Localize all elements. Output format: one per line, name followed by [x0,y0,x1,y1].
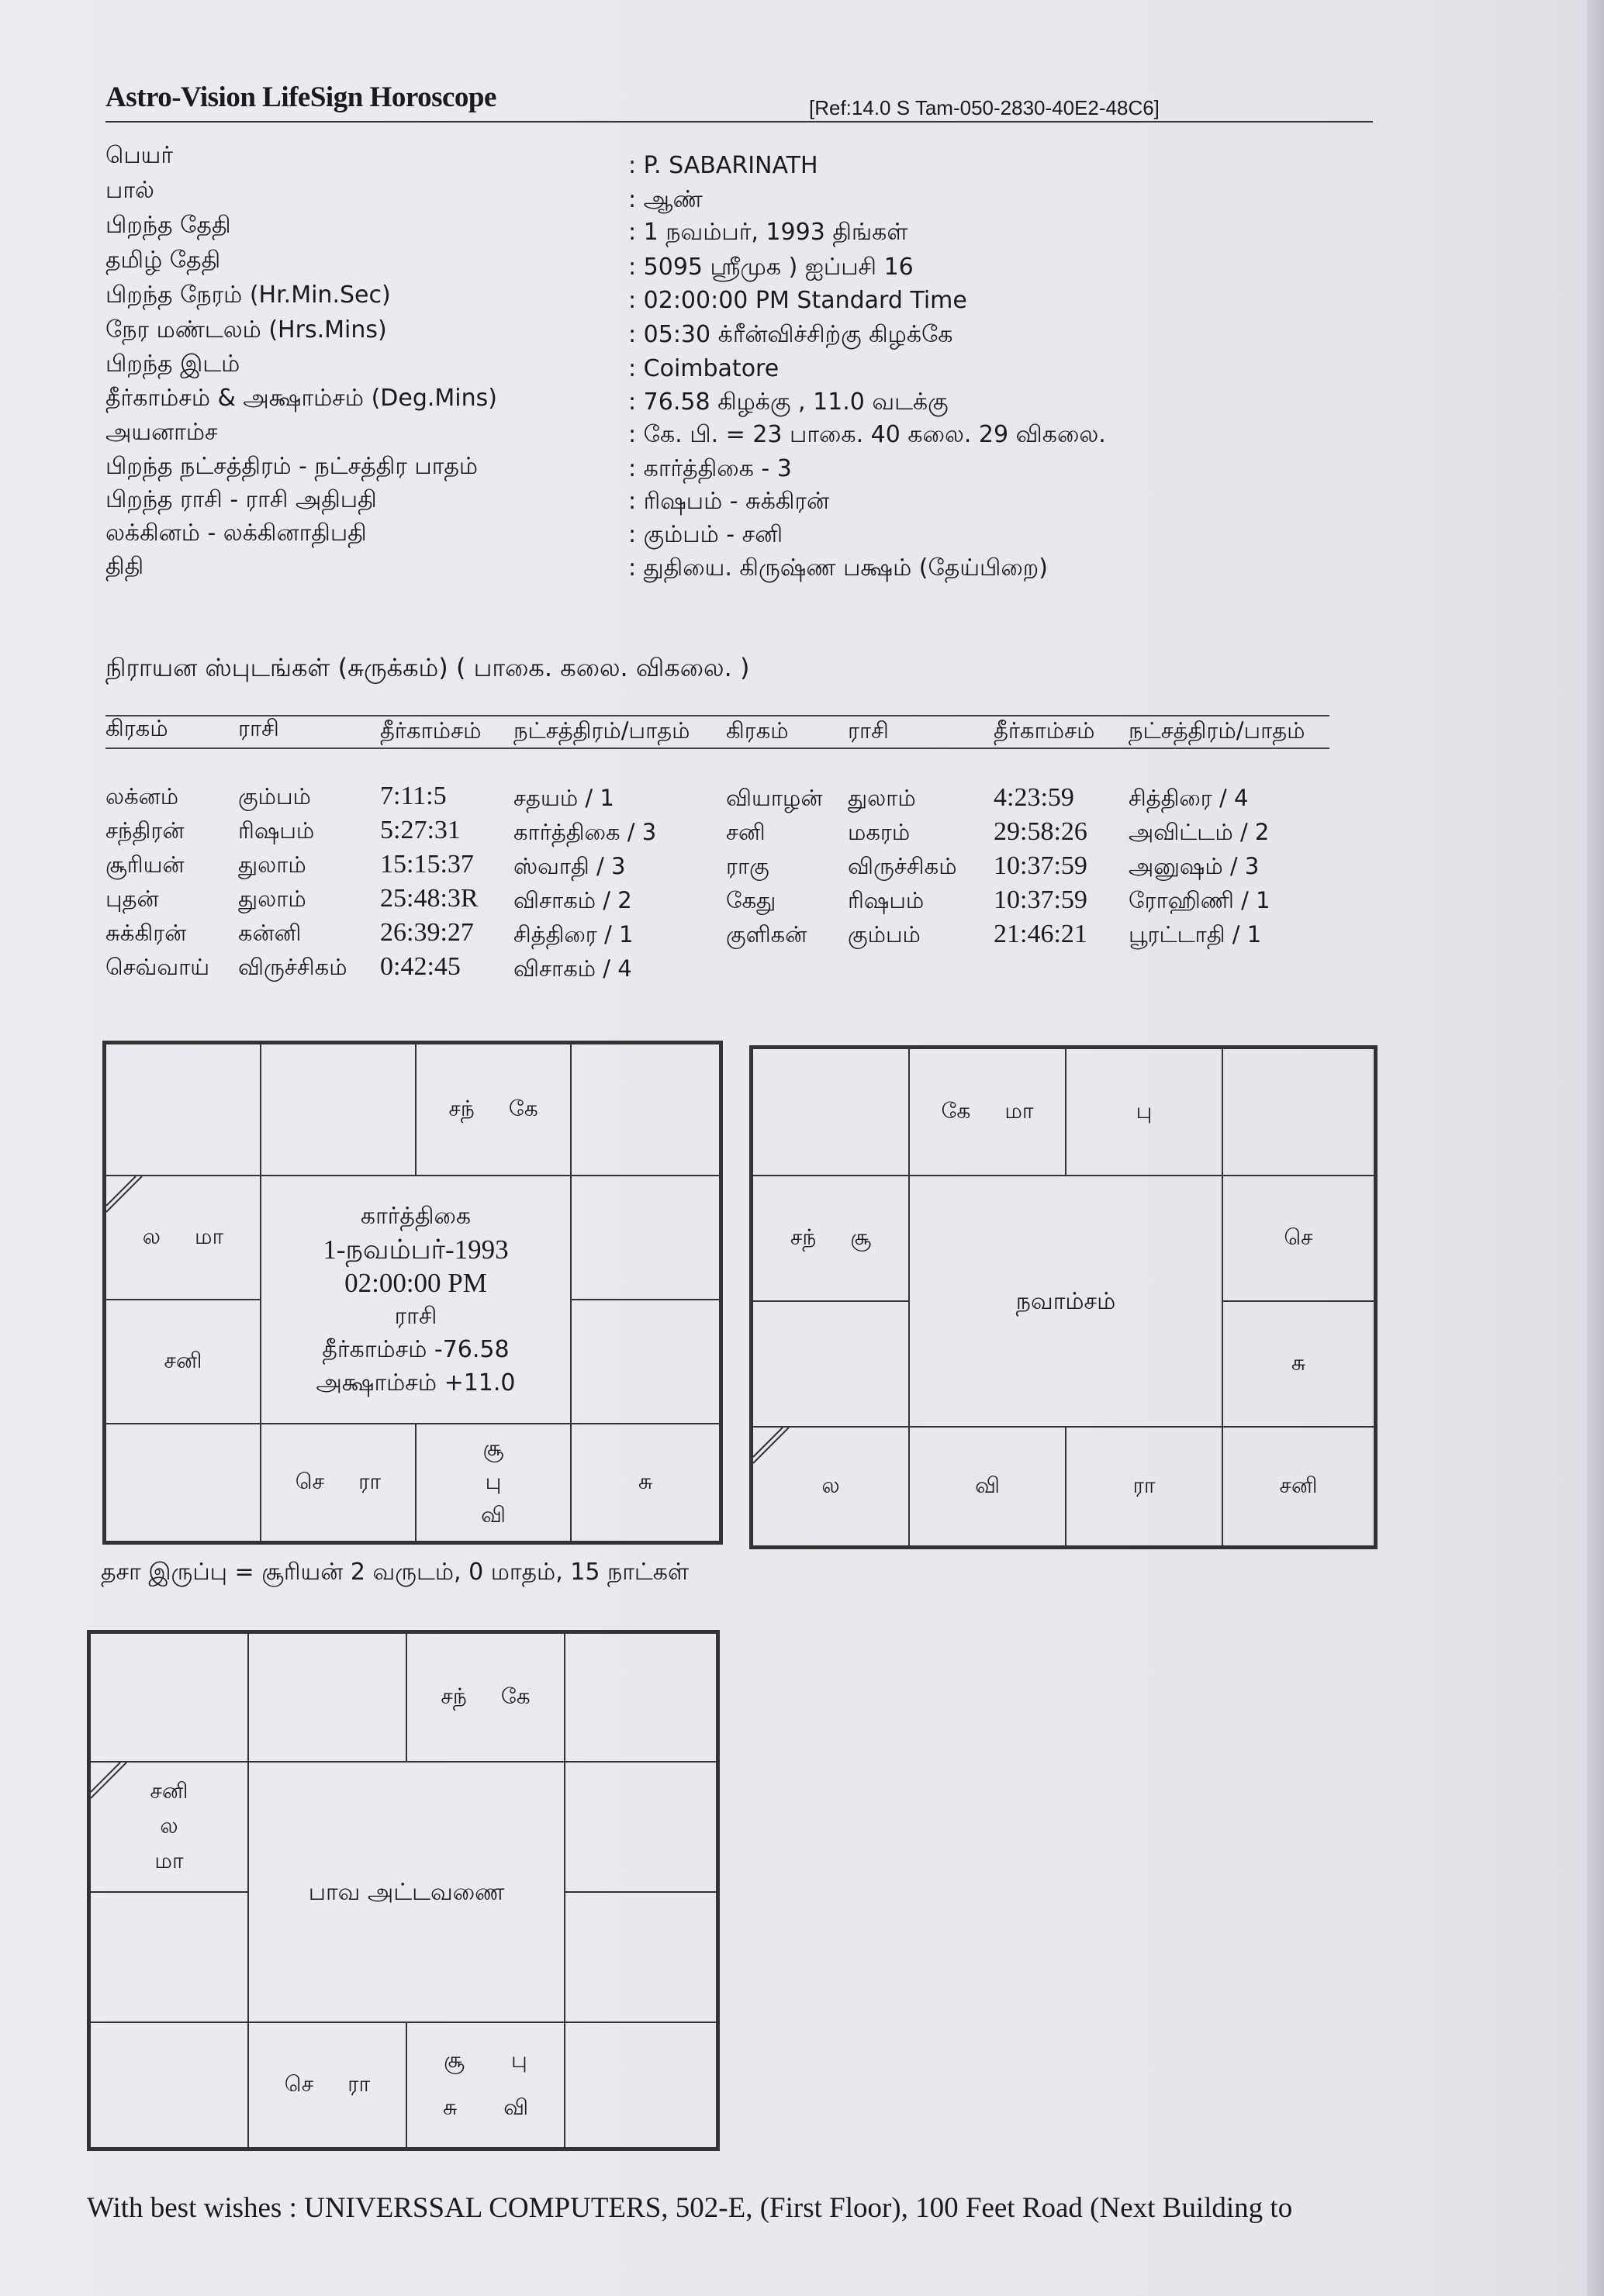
planet-label: பு [510,2047,527,2073]
table-cell: 0:42:45 [380,952,461,981]
planet-label: சந் [448,1095,475,1121]
chart-cell-7 [752,1300,910,1428]
info-label: பிறந்த நேரம் (Hr.Min.Sec) [105,281,391,309]
chart-cell-8 [570,1299,721,1424]
planet-label: மா [1004,1097,1034,1124]
table-cell: 29:58:26 [994,817,1087,846]
info-label: தீர்காம்சம் & அக்ஷாம்சம் (Deg.Mins) [105,385,497,412]
info-label: திதி [105,553,144,580]
planet-label: சனி [164,1347,202,1373]
chart-cell-8 [564,1891,717,2023]
planet-label: கே [500,1683,531,1709]
table-top-rule [105,715,1329,716]
rasi-center-panel [260,1175,572,1424]
lagna-marker-icon [89,1761,136,1807]
info-label: பெயர் [105,142,174,169]
table-cell: அவிட்டம் / 2 [1129,819,1270,845]
lagna-marker-icon [105,1175,151,1221]
planet-label: சூ [482,1435,504,1461]
table-cell: லக்னம் [105,783,179,810]
reference-code: [Ref:14.0 S Tam-050-2830-40E2-48C6] [809,96,1160,119]
table-cell: 7:11:5 [380,782,447,810]
planet-label: சந் [441,1683,467,1709]
table-cell: கும்பம் [238,783,311,810]
table-cell: 25:48:3R [380,884,479,913]
info-value: : துதியை. கிருஷ்ண பக்ஷம் (தேய்பிறை) [628,554,1048,582]
info-label: பிறந்த இடம் [105,350,240,378]
planet-label: மா [154,1847,184,1873]
chart-cell-14 [1222,1426,1375,1547]
planet-label: சந் [790,1224,817,1250]
info-value: : 76.58 கிழக்கு , 11.0 வடக்கு [628,388,949,416]
info-label: லக்கினம் - லக்கினாதிபதி [105,520,367,547]
table-cell: குளிகன் [726,921,807,948]
table-cell: 26:39:27 [380,918,474,947]
planet-table-title: நிராயன ஸ்புடங்கள் (சுருக்கம்) ( பாகை. கலை. விகலை. ) [105,653,750,682]
navamsa-chart [749,1045,1378,1549]
table-cell: 15:15:37 [380,850,474,879]
info-label: பிறந்த ராசி - ராசி அதிபதி [105,486,377,513]
table-cell: புதன் [105,886,159,912]
info-value: : 02:00:00 PM Standard Time [628,287,967,314]
info-value: : கும்பம் - சனி [628,521,783,548]
table-cell: சித்திரை / 4 [1129,785,1249,811]
page-edge [1587,0,1604,2296]
center-date: 1-நவம்பர்-1993 [323,1234,509,1265]
table-cell: 21:46:21 [994,920,1087,948]
table-cell: சுக்கிரன் [105,920,187,946]
info-label: அயனாம்ச [105,419,218,446]
info-value: : ரிஷபம் - சுக்கிரன் [628,488,830,515]
chart-cell-6 [570,1175,721,1300]
table-cell: பூரட்டாதி / 1 [1129,921,1262,948]
chart-cell-13 [406,2022,565,2149]
planet-label: வி [975,1472,1000,1498]
chart-cell-6 [564,1761,717,1893]
planet-label: செ [1284,1224,1313,1250]
chart-cell-11 [89,2022,249,2149]
planet-label: ரா [1132,1472,1156,1498]
table-cell: ஸ்வாதி / 3 [513,853,626,879]
table-cell: ரோஹிணி / 1 [1129,887,1270,913]
chart-cell-3 [1065,1048,1223,1176]
info-label: பால் [105,177,154,204]
table-cell: சந்திரன் [105,817,185,844]
chart-cell-12 [908,1426,1066,1547]
rasi-chart [102,1041,723,1545]
bhava-center-panel [247,1761,565,2023]
info-label: பிறந்த நட்சத்திரம் - நட்சத்திர பாதம் [105,453,479,480]
chart-cell-2 [260,1043,417,1176]
planet-label: ரா [358,1468,382,1494]
table-cell: துலாம் [238,886,306,912]
header-divider [105,121,1373,123]
chart-cell-2 [908,1048,1066,1176]
center-latitude: அக்ஷாம்சம் +11.0 [316,1369,516,1397]
planet-label: ல [160,1812,178,1839]
planet-label: ல [821,1472,840,1498]
chart-cell-6 [1222,1175,1375,1302]
center-chart-name: நவாம்சம் [1015,1287,1116,1315]
chart-cell-5 [752,1175,910,1302]
table-cell: மகரம் [848,819,911,845]
chart-cell-12 [247,2022,407,2149]
column-header: ராசி [848,717,889,744]
planet-label: கே [508,1095,538,1121]
center-longitude: தீர்காம்சம் -76.58 [322,1336,510,1363]
table-cell: 4:23:59 [994,783,1074,812]
column-header: கிரகம் [105,715,168,741]
table-cell: விசாகம் / 2 [513,887,632,913]
table-cell: சதயம் / 1 [513,785,614,811]
table-cell: அனுஷம் / 3 [1129,853,1260,879]
chart-cell-13 [1065,1426,1223,1547]
table-cell: விருச்சிகம் [848,853,957,879]
table-cell: 10:37:59 [994,851,1087,880]
table-cell: கன்னி [238,920,302,946]
footer-note: With best wishes : UNIVERSSAL COMPUTERS, 502-E, (First Floor), 100 Feet Road (Next Building to [87,2192,1293,2224]
info-value: : 5095 ஸ்ரீமுக ) ஐப்பசி 16 [628,254,914,281]
chart-cell-4 [564,1632,717,1763]
center-chart-name: பாவ அட்டவணை [308,1878,505,1906]
center-time: 02:00:00 PM [344,1268,487,1298]
chart-cell-1 [89,1632,249,1763]
table-cell: 5:27:31 [380,816,461,844]
center-star: கார்த்திகை [360,1203,472,1230]
planet-label: சூ [850,1224,872,1250]
planet-label: செ [295,1468,325,1494]
chart-cell-13 [415,1423,572,1542]
info-value: : கே. பி. = 23 பாகை. 40 கலை. 29 விகலை. [628,421,1106,448]
center-chart-name: ராசி [394,1303,437,1330]
planet-label: பு [485,1468,502,1494]
planet-label: மா [195,1223,224,1249]
chart-cell-12 [260,1423,417,1542]
chart-cell-4 [1222,1048,1375,1176]
planet-label: ரா [347,2070,371,2097]
planet-label: செ [284,2070,314,2097]
info-value: : ஆண் [628,186,703,213]
planet-label: ல [142,1223,161,1249]
chart-cell-3 [415,1043,572,1176]
planet-label: வி [481,1501,506,1528]
lagna-marker-icon [752,1426,798,1473]
chart-cell-9 [105,1299,261,1424]
table-cell: ரிஷபம் [848,887,925,913]
chart-cell-3 [406,1632,565,1763]
table-cell: சனி [726,819,766,845]
chart-cell-7 [89,1891,249,2023]
info-value: : 1 நவம்பர், 1993 திங்கள் [628,219,908,246]
column-header: தீர்காம்சம் [380,717,482,744]
info-value: : 05:30 க்ரீன்விச்சிற்கு கிழக்கே [628,321,953,348]
dasa-balance: தசா இருப்பு = சூரியன் 2 வருடம், 0 மாதம், 15 நாட்கள் [101,1559,690,1586]
table-cell: வியாழன் [726,785,823,811]
table-cell: ராகு [726,853,769,879]
chart-cell-11 [105,1423,261,1542]
planet-label: பு [1136,1097,1153,1124]
chart-cell-1 [105,1043,261,1176]
table-cell: ரிஷபம் [238,817,315,844]
chart-cell-1 [752,1048,910,1176]
table-cell: சித்திரை / 1 [513,921,634,948]
info-label: தமிழ் தேதி [105,247,221,274]
table-cell: விசாகம் / 4 [513,955,632,982]
planet-label: சனி [1279,1472,1318,1498]
table-cell: கேது [726,887,776,913]
chart-cell-8 [1222,1300,1375,1428]
column-header: கிரகம் [726,717,789,744]
info-label: பிறந்த தேதி [105,212,231,239]
info-value: : கார்த்திகை - 3 [628,455,792,482]
table-cell: துலாம் [238,851,306,878]
table-cell: விருச்சிகம் [238,954,347,980]
planet-label: சு [442,2094,458,2120]
navamsa-center-panel [908,1175,1223,1428]
table-cell: கார்த்திகை / 3 [513,819,657,845]
info-value: : Coimbatore [628,355,780,382]
table-cell: 10:37:59 [994,886,1087,914]
table-header-rule [105,747,1329,749]
table-cell: கும்பம் [848,921,921,948]
column-header: ராசி [238,715,279,741]
column-header: நட்சத்திரம்/பாதம் [513,717,690,744]
table-cell: சூரியன் [105,851,185,878]
info-value: : P. SABARINATH [628,152,818,179]
column-header: தீர்காம்சம் [994,717,1095,744]
table-cell: துலாம் [848,785,916,811]
chart-cell-14 [570,1423,721,1542]
column-header: நட்சத்திரம்/பாதம் [1129,717,1305,744]
planet-label: சு [1291,1349,1306,1376]
chart-cell-4 [570,1043,721,1176]
bhava-chart [87,1630,720,2151]
document-title: Astro-Vision LifeSign Horoscope [105,81,496,113]
planet-label: சு [638,1468,653,1494]
table-cell: செவ்வாய் [105,954,210,980]
info-label: நேர மண்டலம் (Hrs.Mins) [105,316,387,344]
chart-cell-2 [247,1632,407,1763]
planet-label: கே [941,1097,971,1124]
chart-cell-14 [564,2022,717,2149]
planet-label: சனி [150,1777,188,1804]
planet-label: வி [503,2094,529,2120]
planet-label: சூ [444,2047,465,2073]
